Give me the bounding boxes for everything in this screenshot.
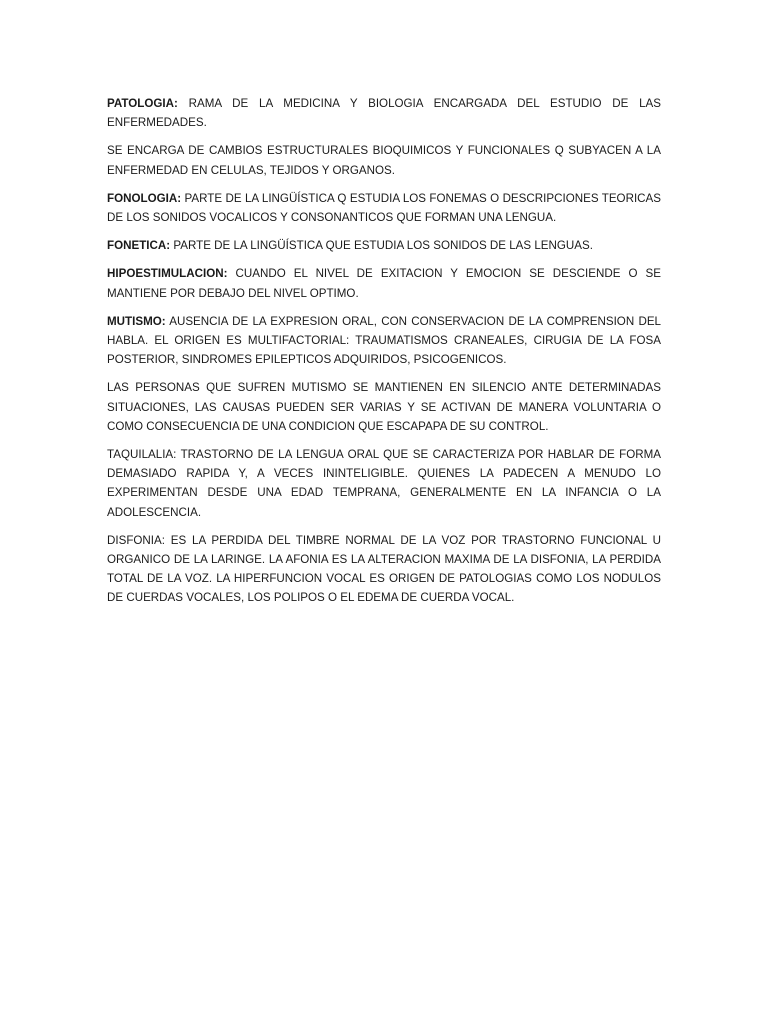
definition-mutismo: AUSENCIA DE LA EXPRESION ORAL, CON CONSERVACION DE LA COMPRENSION DEL HABLA. EL ORIGEN ES MULTIFACTORIAL: TRAUMATISMOS CRANEALES, CIRUGIA DE LA FOSA POSTERIOR, SINDROMES EPILEPTICOS ADQUIRIDOS, PSICOGENICOS. (107, 314, 661, 367)
definition-fonetica: PARTE DE LA LINGÜÍSTICA QUE ESTUDIA LOS SONIDOS DE LAS LENGUAS. (170, 239, 593, 253)
definition-patologia-detail: SE ENCARGA DE CAMBIOS ESTRUCTURALES BIOQUIMICOS Y FUNCIONALES Q SUBYACEN A LA ENFERMEDAD EN CELULAS, TEJIDOS Y ORGANOS. (107, 144, 661, 177)
definition-fonologia: PARTE DE LA LINGÜÍSTICA Q ESTUDIA LOS FONEMAS O DESCRIPCIONES TEORICAS DE LOS SONIDOS VOCALICOS Y CONSONANTICOS QUE FORMAN UNA LENGUA. (107, 191, 661, 225)
term-patologia: PATOLOGIA: (107, 97, 178, 110)
paragraph-hipoestimulacion (107, 264, 661, 302)
term-hipoestimulacion: HIPOESTIMULACION: (107, 267, 228, 281)
paragraph-mutismo (107, 312, 661, 370)
paragraph-fonologia (107, 189, 661, 227)
definition-hipoestimulacion: CUANDO EL NIVEL DE EXITACION Y EMOCION SE DESCIENDE O SE MANTIENE POR DEBAJO DEL NIVEL OPTIMO. (107, 267, 661, 300)
definition-patologia: RAMA DE LA MEDICINA Y BIOLOGIA ENCARGADA DEL ESTUDIO DE LAS ENFERMEDADES. (107, 97, 661, 130)
paragraph-patologia (107, 94, 661, 132)
term-mutismo: MUTISMO: (107, 314, 166, 328)
paragraph-disfonia (107, 531, 661, 608)
paragraph-fonetica (107, 236, 661, 255)
definition-mutismo-detail: LAS PERSONAS QUE SUFREN MUTISMO SE MANTIENEN EN SILENCIO ANTE DETERMINADAS SITUACIONES, LAS CAUSAS PUEDEN SER VARIAS Y SE ACTIVAN DE MANERA VOLUNTARIA O COMO CONSECUENCIA DE UNA CONDICION QUE ESCAPAPA DE SU CONTROL. (107, 381, 661, 433)
definition-taquilalia: TAQUILALIA: TRASTORNO DE LA LENGUA ORAL QUE SE CARACTERIZA POR HABLAR DE FORMA DEMASIADO RAPIDA Y, A VECES ININTELIGIBLE. QUIENES LA PADECEN A MENUDO LO EXPERIMENTAN DESDE UNA EDAD TEMPRANA, GENERALMENTE EN LA INFANCIA O LA ADOLESCENCIA. (107, 448, 661, 519)
definition-disfonia: DISFONIA: ES LA PERDIDA DEL TIMBRE NORMAL DE LA VOZ POR TRASTORNO FUNCIONAL U ORGANICO DE LA LARINGE. LA AFONIA ES LA ALTERACION MAXIMA DE LA DISFONIA, LA PERDIDA TOTAL DE LA VOZ. LA HIPERFUNCION VOCAL ES ORIGEN DE PATOLOGIAS COMO LOS NODULOS DE CUERDAS VOCALES, LOS POLIPOS O EL EDEMA DE CUERDA VOCAL. (107, 533, 661, 605)
paragraph-mutismo-detail (107, 378, 661, 436)
document-page (107, 94, 661, 617)
term-fonetica: FONETICA: (107, 239, 171, 253)
term-fonologia: FONOLOGIA: (107, 191, 182, 205)
paragraph-taquilalia (107, 445, 661, 522)
paragraph-patologia-detail (107, 141, 661, 179)
